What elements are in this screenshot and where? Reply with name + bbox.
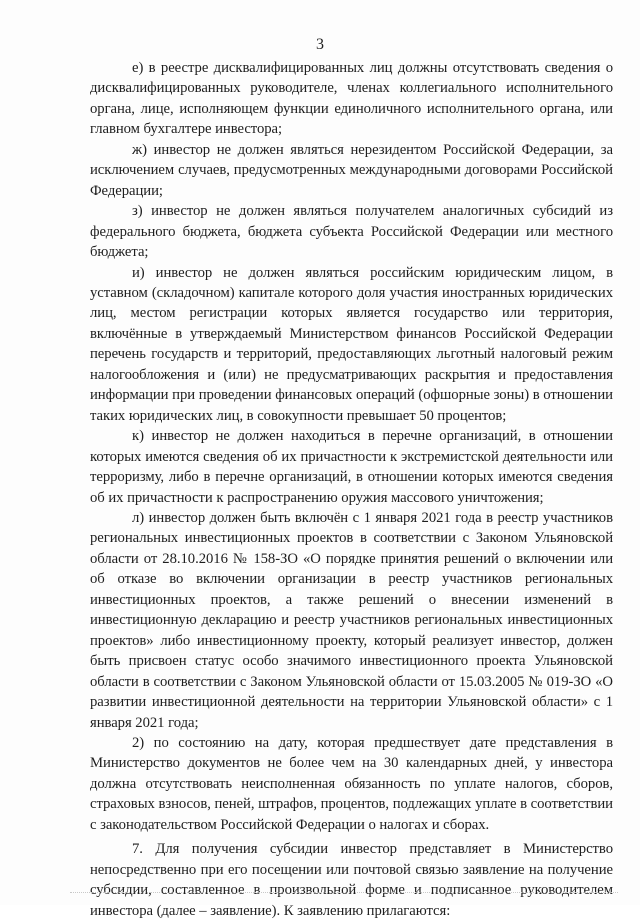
- page-number: 3: [316, 36, 324, 53]
- paragraph-item-z: з) инвестор не должен являться получателем аналогичных субсидий из федерального бюджета, бюджета субъекта Российской Федерации или местного бюджета;: [90, 203, 613, 261]
- paragraph-item-l: л) инвестор должен быть включён с 1 января 2021 года в реестр участников региональных инвестиционных проектов в соответствии с Законом Ульяновской области от 28.10.2016 № 158-ЗО «О порядке принятия решений о включении или об отказе во включении организации в реестр участников региональных инвестиционных проектов, а также решений о внесении изменений в инвестиционную декларацию и реестр участников региональных инвестиционных проектов» либо инвестиционному проекту, который реализует инвестор, должен быть присвоен статус особо значимого инвестиционного проекта Ульяновской области в соответствии с Законом Ульяновской области от 15.03.2005 № 019-ЗО «О развитии инвестиционной деятельности на территории Ульяновской области» с 1 января 2021 года;: [90, 509, 613, 731]
- paragraph-item-k: к) инвестор не должен находиться в перечне организаций, в отношении которых имеются сведения об их причастности к экстремистской деятельности или терроризму, либо в перечне организаций, в отношении которых имеются сведения об их причастности к распространению оружия массового уничтожения;: [90, 428, 613, 506]
- page-bottom-divider: [70, 892, 618, 894]
- paragraph-clause-7: 7. Для получения субсидии инвестор представляет в Министерство непосредственно при его посещении или почтовой связью заявление на получение субсидии, составленное в произвольной форме и подписанное руководителем инвестора (далее – заявление). К заявлению прилагаются:: [90, 841, 613, 919]
- paragraph-item-zh: ж) инвестор не должен являться нерезидентом Российской Федерации, за исключением случаев, предусмотренных международными договорами Российской Федерации;: [90, 141, 613, 199]
- paragraph-subpoint-2: 2) по состоянию на дату, которая предшествует дате представления в Министерство документов не более чем на 30 календарных дней, у инвестора должна отсутствовать неисполненная обязанность по уплате налогов, сборов, страховых взносов, пеней, штрафов, процентов, подлежащих уплате в соответствии с законодательством Российской Федерации о налогах и сборах.: [90, 734, 613, 833]
- paragraph-item-e: е) в реестре дисквалифицированных лиц должны отсутствовать сведения о дисквалифицированных руководителе, членах коллегиального исполнительного органа, лице, исполняющем функции единоличного исполнительного органа, или главном бухгалтере инвестора;: [90, 60, 613, 138]
- paragraph-item-i: и) инвестор не должен являться российским юридическим лицом, в уставном (складочном) капитале которого доля участия иностранных юридических лиц, местом регистрации которых является государство или территория, включённые в утверждаемый Министерством финансов Российской Федерации перечень государств и территорий, предоставляющих льготный налоговый режим налогообложения и (или) не предусматривающих раскрытия и предоставления информации при проведении финансовых операций (офшорные зоны) в отношении таких юридических лиц, в совокупности превышает 50 процентов;: [90, 264, 613, 424]
- document-body: [90, 58, 613, 921]
